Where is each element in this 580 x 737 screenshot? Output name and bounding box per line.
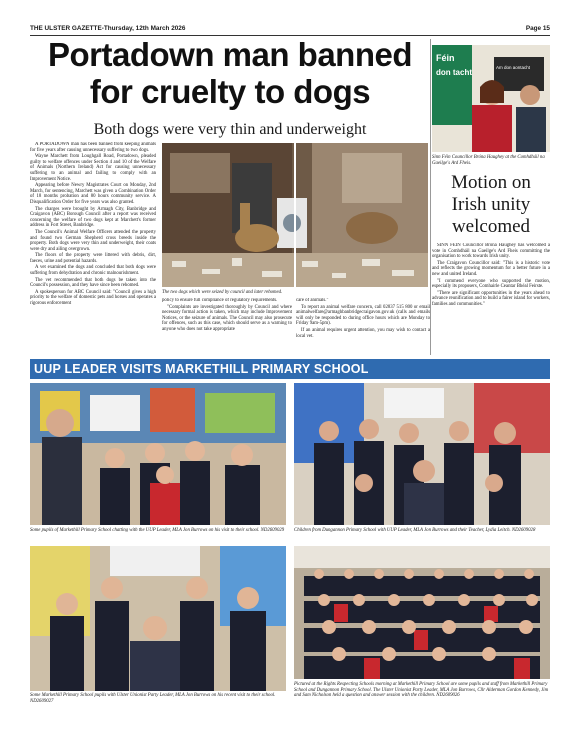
dogs-photo-caption: The two dogs which were seized by council and later rehomed. [162, 290, 283, 295]
section-banner: UUP LEADER VISITS MARKETHILL PRIMARY SCHOOL [30, 359, 550, 379]
school-photo-3 [30, 546, 286, 691]
paragraph: The Craigavon Councillor said: "This is a historic vote and reflects the growing momentum for a better future in a new and united Ireland. [432, 260, 550, 277]
school-photo-4-caption: Pictured at the Rights Respecting Schools morning at Markethill Primary School are some pupils and staff from Markethill Primary School and Dungannon Primary School. The Ulster Unionist Party Leader, MLA Jon Burrows, Cllr Alderman Gordon Kennedy, Jim and Sam Nicholson held a question and answer session with the children. ND2609026 [294, 682, 549, 699]
paragraph: Appearing before Newry Magistrates Court on Monday, 2nd March, for sentencing, Marchett was given a Combination Order of 18 months probation and 80 hours community service. A Disqualification Order for five years was also granted. [30, 183, 156, 205]
story-column-2 [162, 298, 292, 342]
paragraph: A vet examined the dogs and concluded that both dogs were suffering from dehydration and chronic malnourishment. [30, 265, 156, 277]
page-number: Page 15 [525, 25, 550, 32]
paragraph: A PORTADOWN man has been banned from keeping animals for five years after causing unnecessary suffering to two dogs. [30, 142, 156, 153]
paragraph: Wayne Marchett from Loughgall Road, Portadown, pleaded guilty to welfare offences under Section 4 and 10 of the Welfare of Animals (Northern Ireland) Act for causing unnecessary suffering to an animal and failing to comply with an Improvement Notice. [30, 154, 156, 182]
paragraph: The floors of the property were littered with debris, dirt, faeces, urine and potential hazards. [30, 253, 156, 264]
story-column-1 [30, 142, 156, 337]
councillor-photo-caption: Sinn Féin Councillor Bróna Haughey at the Comhdháil na Gaeilge's Ard Fheis. [432, 155, 545, 166]
main-headline: Portadown man banned for cruelty to dogs [47, 36, 413, 110]
paper-name-date: THE ULSTER GAZETTE-Thursday, 12th March 2026 [30, 25, 186, 32]
banner-sign-3: Am don aontacht [496, 65, 531, 70]
school-photo-1 [30, 383, 286, 525]
school-photo-2-caption: Children from Dungannon Primary School with UUP Leader, MLA Jon Burrows and their Teacher, Lydia Leitch. ND2609028 [294, 528, 536, 533]
sidebar-headline: Motion on Irish unity welcomed [451, 172, 531, 237]
sidebar-body [432, 243, 550, 353]
school-photo-3-caption: Some Markethill Primary School pupils with Ulster Unionist Party Leader, MLA Jon Burrows on his recent visit to their school. ND2609027 [30, 693, 276, 704]
paragraph: To report an animal welfare concern, call 02837 515 800 or email animalwelfare@armaghbanbridgecraigavon.gov.uk (calls and emails will only be responded to during office hours which are Monday to Friday 9am-5pm). [296, 304, 430, 327]
banner-sign-1: Féin [436, 53, 455, 63]
paragraph: The charges were brought by Armagh City, Banbridge and Craigavon (ABC) Borough Council after a report was received concerning the welfare of two dogs kept at Marchett's former address in Fort Street, Banbridge. [30, 206, 156, 229]
paragraph: A spokesperson for ABC Council said: "Council gives a high priority to the welfare of domestic pets and horses and operates a rigorous enforcement [30, 289, 156, 307]
paragraph: "Complaints are investigated thoroughly by Council and where necessary formal action is taken, which may include Improvement Notices, or the seizure of animals. The Council may also prosecute for offences, such as this case, which should serve as a warning to anyone who does not take appropriate [162, 304, 292, 332]
dogs-photo [162, 143, 428, 287]
main-subheadline: Both dogs were very thin and underweight [93, 121, 367, 138]
column-divider [430, 39, 431, 355]
paragraph: The Council's Animal Welfare Officers attended the property and found two German Shepherd cross breeds inside the property. Both dogs were very thin and underweight, their coats were dry and ailing overgrown. [30, 229, 156, 252]
paragraph: "I commend everyone who supported the motion, especially its proposers, Comhairle Ceantar Bhéal Feirste. [432, 278, 550, 290]
councillor-photo [432, 45, 550, 152]
school-photo-2 [294, 383, 550, 525]
banner-sign-2: don tacht [436, 68, 472, 77]
paragraph: If an animal requires urgent attention, you may wish to contact a local vet. [296, 327, 430, 339]
paragraph: care of animals." [296, 298, 329, 303]
story-column-3 [296, 298, 430, 342]
paragraph: "There are significant opportunities in the years ahead to advance reunification and to build a fairer island for workers, families and communities." [432, 290, 550, 307]
school-photo-4 [294, 546, 550, 679]
paragraph: SINN FÉIN Councillor Bróna Haughey has welcomed a vote in Comhdháil na Gaeilge's Ard Fheis committing the organisation to work towards Irish unity. [432, 243, 550, 260]
school-photo-1-caption: Some pupils of Markethill Primary School chatting with the UUP Leader, MLA Jon Burrows on his visit to their school. ND2609029 [30, 528, 285, 533]
paragraph: The vet recommended that both dogs be taken into the Council's possession, and they have since been rehomed. [30, 277, 156, 289]
paragraph: policy to ensure full compliance of regulatory requirements. [162, 298, 278, 303]
